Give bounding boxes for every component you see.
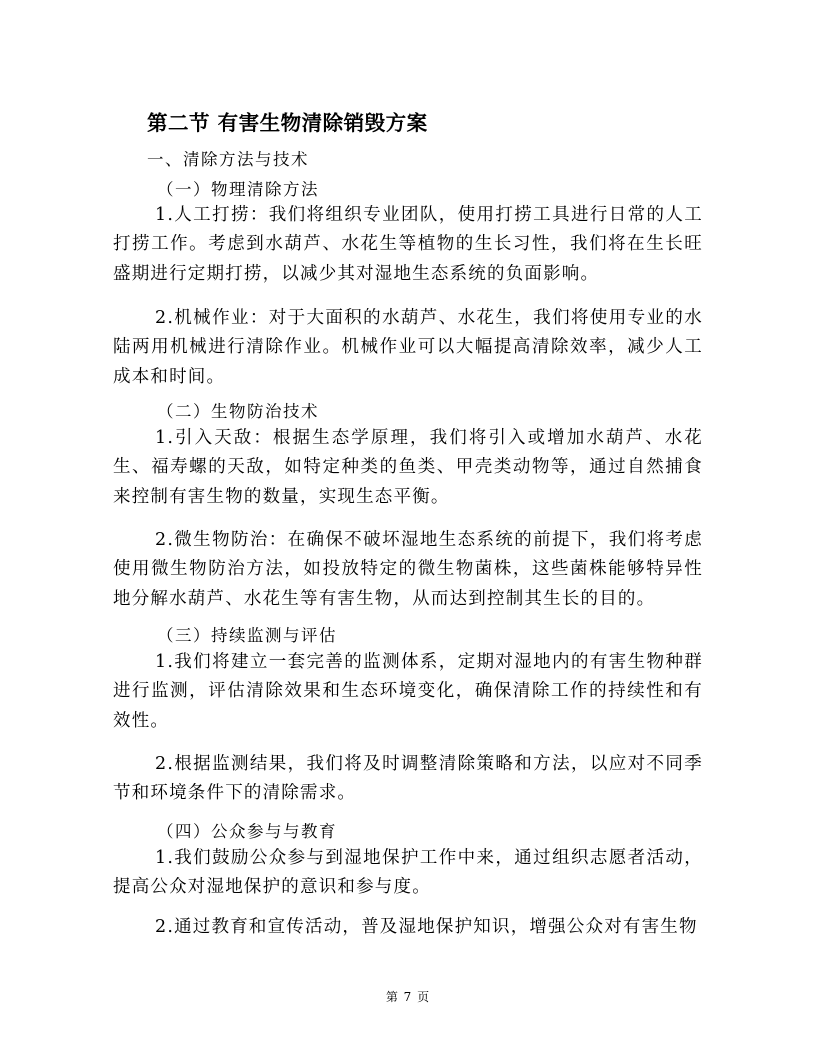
paragraph-public-participation: 1.我们鼓励公众参与到湿地保护工作中来，通过组织志愿者活动，提高公众对湿地保护的意识和参与度。 bbox=[113, 848, 703, 898]
subsection-heading-1: （一）物理清除方法 bbox=[157, 180, 319, 199]
section-heading: 一、清除方法与技术 bbox=[147, 150, 309, 169]
paragraph-monitoring-system: 1.我们将建立一套完善的监测体系，定期对湿地内的有害生物种群进行监测，评估清除效果和生态环境变化，确保清除工作的持续性和有效性。 bbox=[113, 652, 703, 731]
subsection-heading-2: （二）生物防治技术 bbox=[157, 402, 319, 421]
paragraph-strategy-adjustment: 2.根据监测结果，我们将及时调整清除策略和方法，以应对不同季节和环境条件下的清除需求。 bbox=[113, 754, 703, 804]
paragraph-education-campaign: 2.通过教育和宣传活动，普及湿地保护知识，增强公众对有害生物 bbox=[155, 917, 698, 937]
page-number: 第 7 页 bbox=[385, 990, 431, 1004]
paragraph-microbial-control: 2.微生物防治：在确保不破坏湿地生态系统的前提下，我们将考虑使用微生物防治方法，如投放特定的微生物菌株，这些菌株能够特异性地分解水葫芦、水花生等有害生物，从而达到控制其生长的目的。 bbox=[113, 530, 703, 609]
page-title: 第二节 有害生物清除销毁方案 bbox=[147, 111, 428, 135]
subsection-heading-3: （三）持续监测与评估 bbox=[157, 626, 337, 645]
paragraph-natural-enemies: 1.引入天敌：根据生态学原理，我们将引入或增加水葫芦、水花生、福寿螺的天敌，如特定种类的鱼类、甲壳类动物等，通过自然捕食来控制有害生物的数量，实现生态平衡。 bbox=[113, 428, 703, 507]
subsection-heading-4: （四）公众参与与教育 bbox=[157, 822, 337, 841]
paragraph-manual-salvage: 1.人工打捞：我们将组织专业团队，使用打捞工具进行日常的人工打捞工作。考虑到水葫芦、水花生等植物的生长习性，我们将在生长旺盛期进行定期打捞，以减少其对湿地生态系统的负面影响。 bbox=[113, 205, 703, 284]
paragraph-mechanical-operation: 2.机械作业：对于大面积的水葫芦、水花生，我们将使用专业的水陆两用机械进行清除作业。机械作业可以大幅提高清除效率，减少人工成本和时间。 bbox=[113, 308, 703, 387]
